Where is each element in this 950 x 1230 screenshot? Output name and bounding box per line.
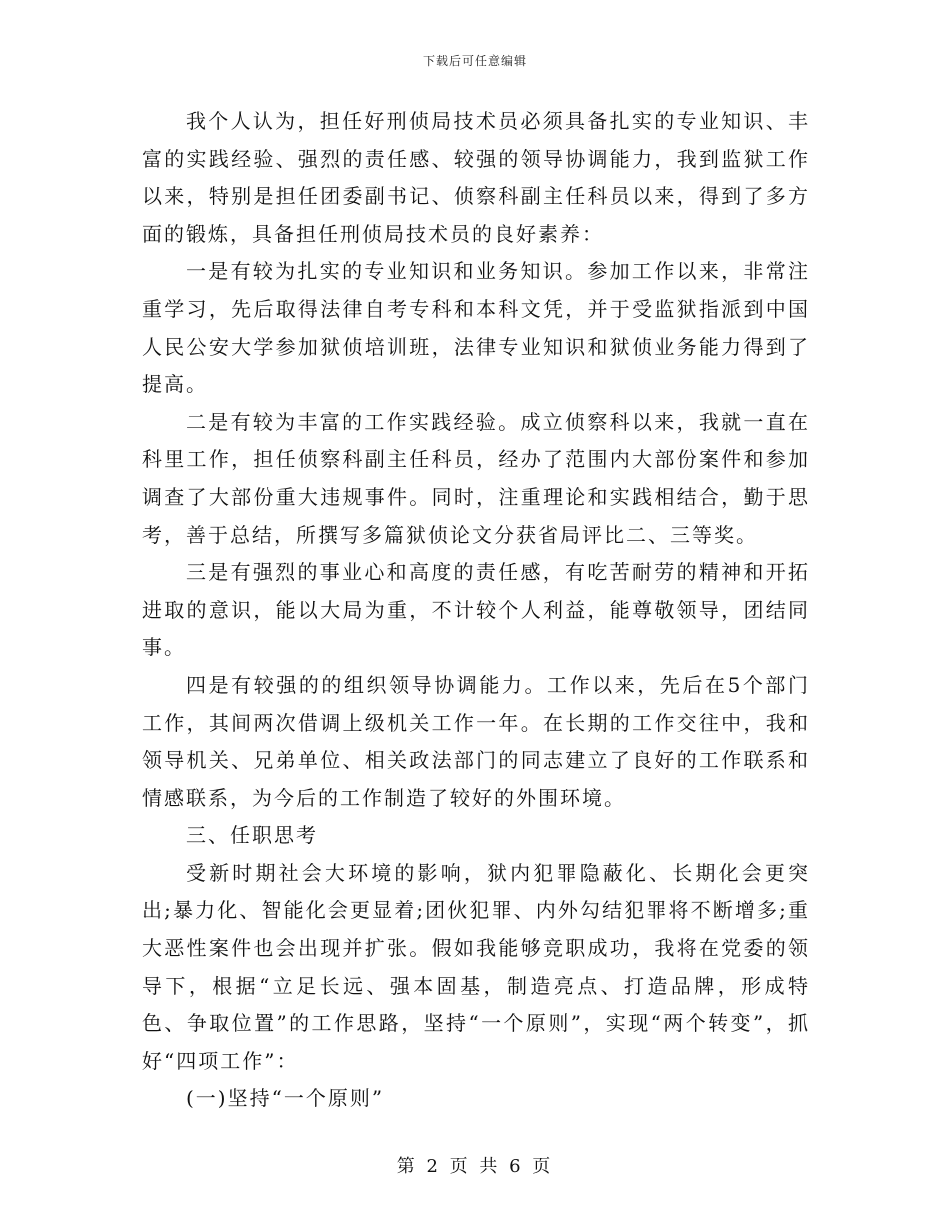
paragraph-intro: 我个人认为，担任好刑侦局技术员必须具备扎实的专业知识、丰富的实践经验、强烈的责任感、较强的领导协调能力，我到监狱工作以来，特别是担任团委副书记、侦察科副主任科员以来，得到了多方面的锻炼，具备担任刑侦局技术员的良好素养： — [142, 109, 810, 246]
document-body — [142, 103, 810, 1118]
paragraph-point-four: 四是有较强的的组织领导协调能力。工作以来，先后在5个部门工作，其间两次借调上级机关工作一年。在长期的工作交往中，我和领导机关、兄弟单位、相关政法部门的同志建立了良好的工作联系和情感联系，为今后的工作制造了较好的外围环境。 — [142, 672, 810, 810]
paragraph-point-three: 三是有强烈的事业心和高度的责任感，有吃苦耐劳的精神和开拓进取的意识，能以大局为重，不计较个人利益，能尊敬领导，团结同事。 — [142, 560, 810, 660]
paragraph-thinking: 受新时期社会大环境的影响，狱内犯罪隐蔽化、长期化会更突出;暴力化、智能化会更显着;团伙犯罪、内外勾结犯罪将不断增多;重大恶性案件也会出现并扩张。假如我能够竞职成功，我将在党委的领导下，根据“立足长远、强本固基，制造亮点、打造品牌，形成特色、争取位置”的工作思路，坚持“一个原则”，实现“两个转变”，抓好“四项工作”： — [142, 860, 810, 1073]
subsection-heading: (一)坚持“一个原则” — [186, 1086, 385, 1111]
paragraph-point-two: 二是有较为丰富的工作实践经验。成立侦察科以来，我就一直在科里工作，担任侦察科副主任科员，经办了范围内大部份案件和参加调查了大部份重大违规事件。同时，注重理论和实践相结合，勤于思考，善于总结，所撰写多篇狱侦论文分获省局评比二、三等奖。 — [142, 409, 810, 547]
paragraph-point-one: 一是有较为扎实的专业知识和业务知识。参加工作以来，非常注重学习，先后取得法律自考专科和本科文凭，并于受监狱指派到中国人民公安大学参加狱侦培训班，法律专业知识和狱侦业务能力得到了提高。 — [142, 259, 810, 397]
section-heading: 三、任职思考 — [186, 823, 318, 848]
page-header: 下载后可任意编辑 — [422, 54, 527, 68]
page-footer: 第 2 页 共 6 页 — [396, 1156, 554, 1177]
